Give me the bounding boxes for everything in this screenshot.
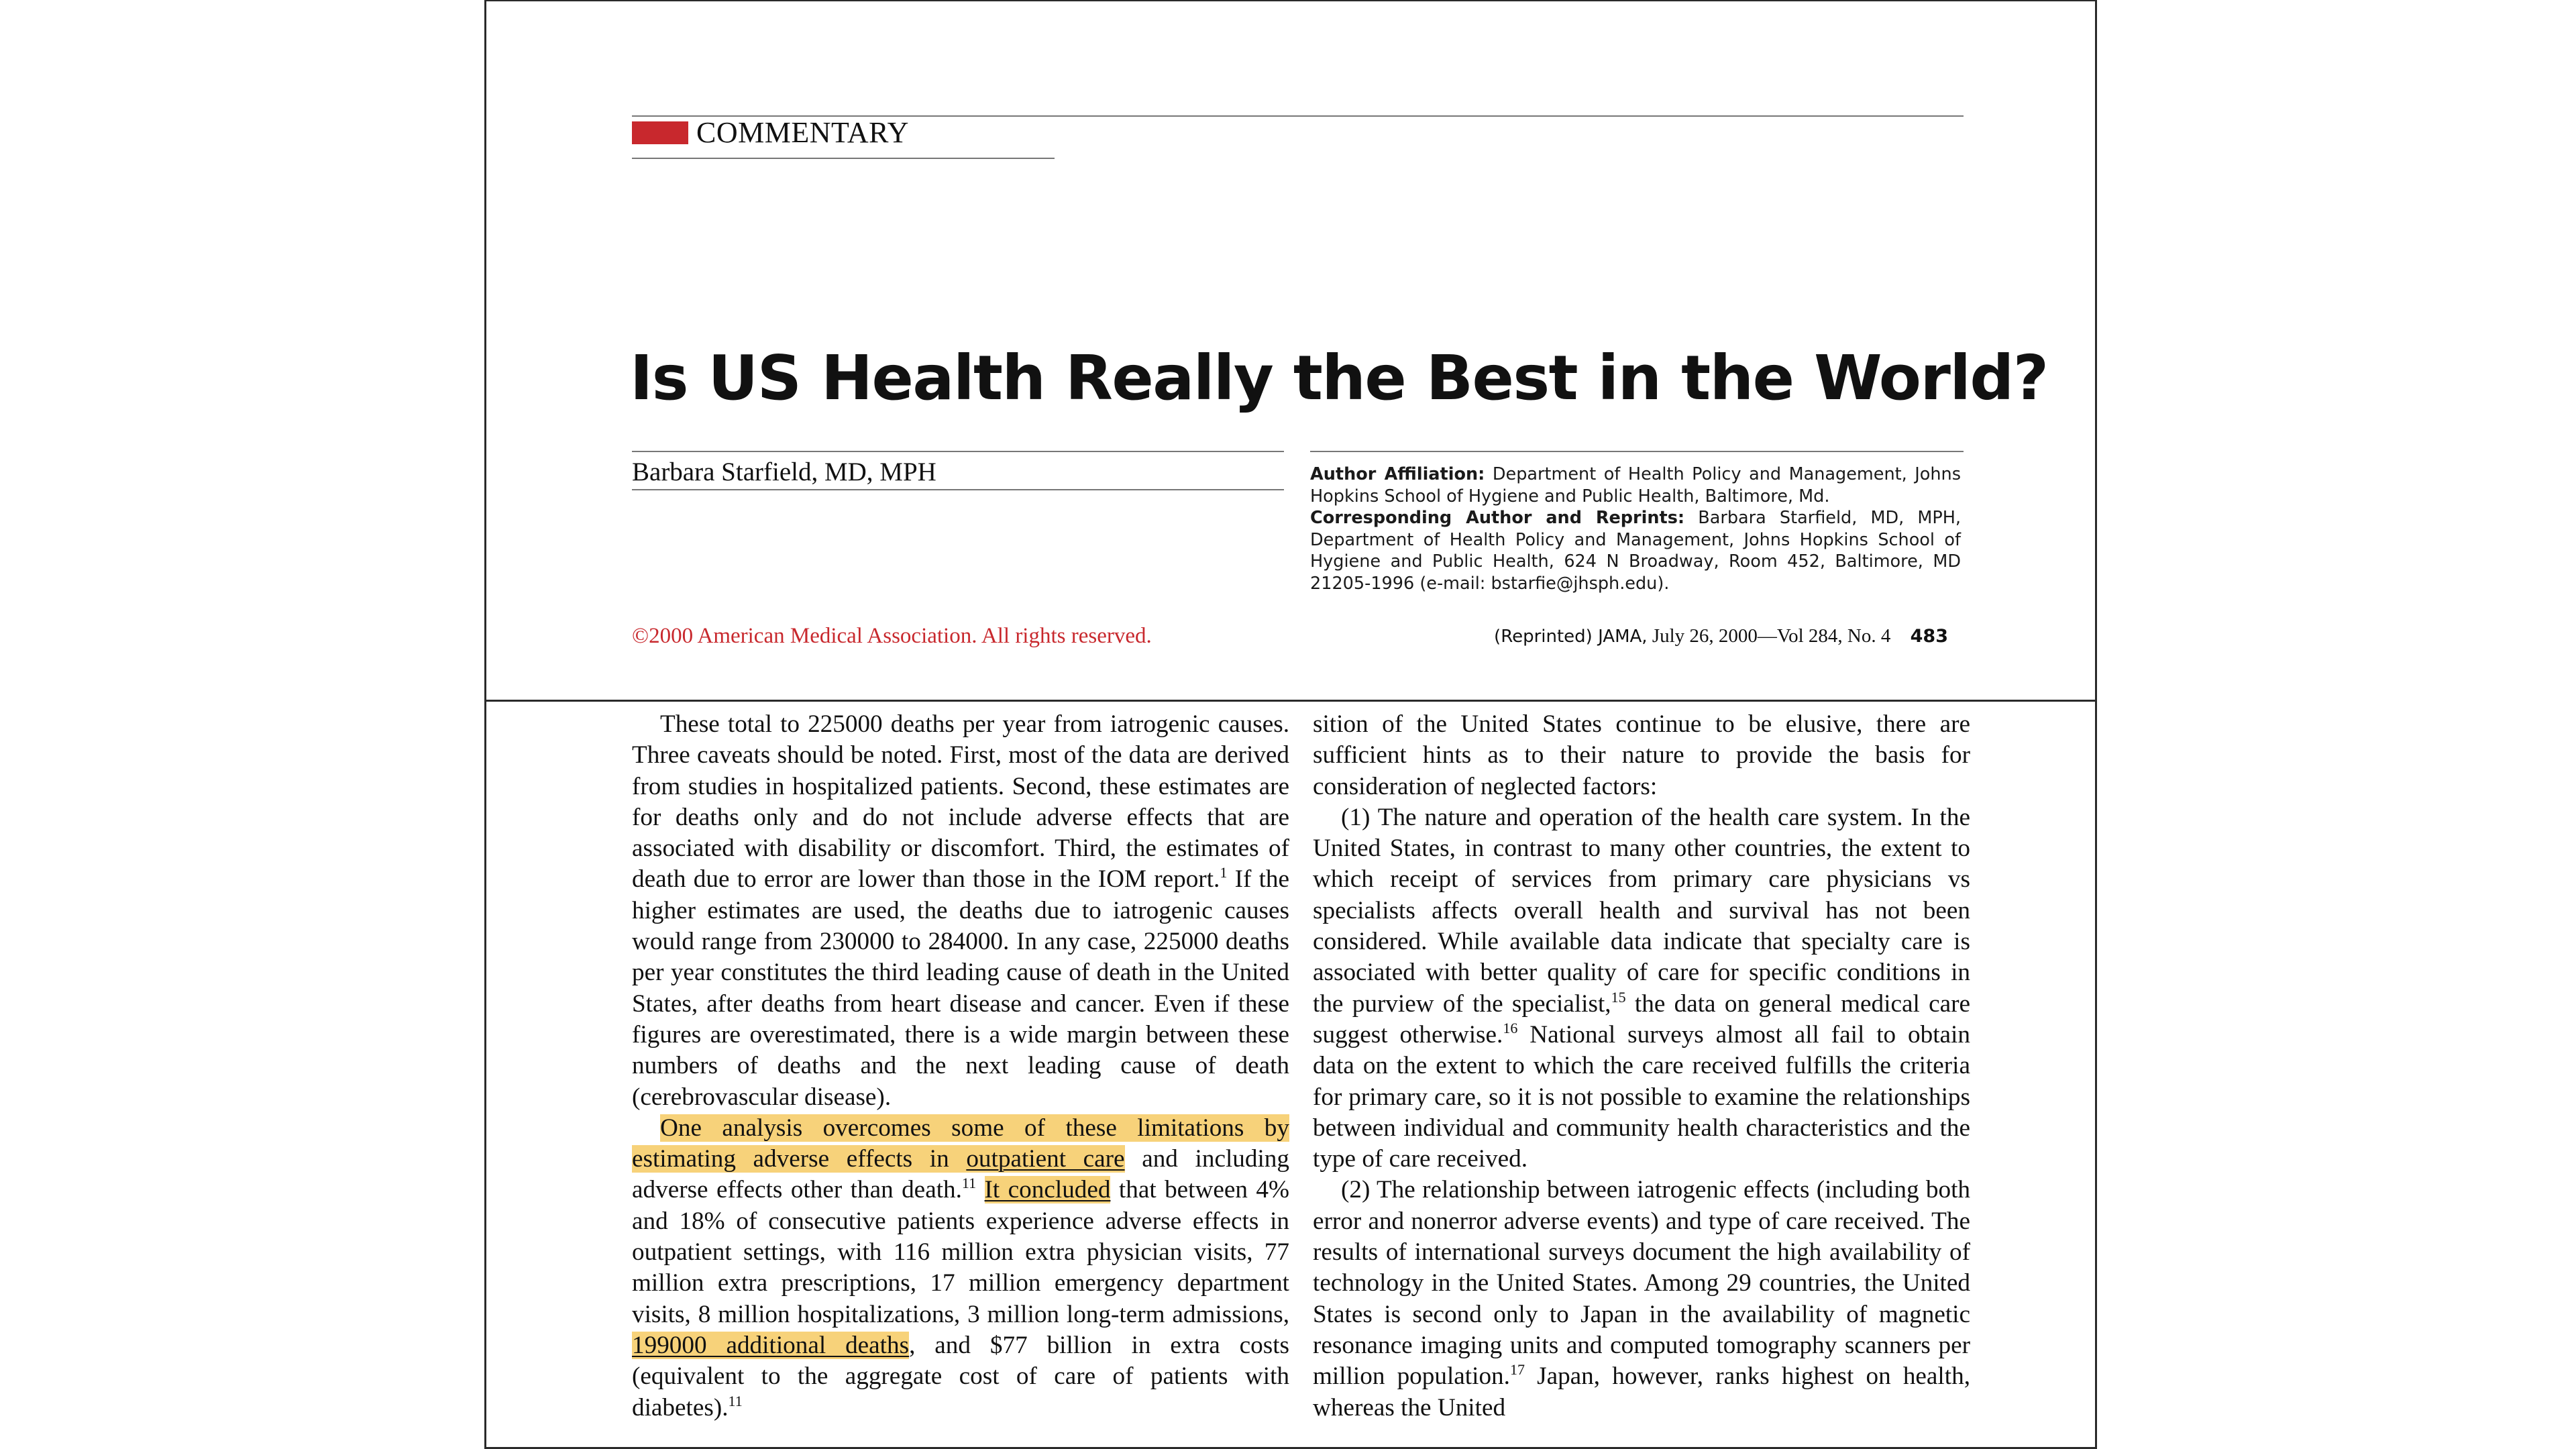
left-p1-text: These total to 225000 deaths per year from iatrogenic causes. Three caveats should be noted. First, most of the data are derived from studies in hospitalized patients. Second, these estimates are for deaths only and do not include adverse effects that are associated with disability or discomfort. Third, the estimates of death due to error are lower than those in the IOM report.: [632, 710, 1289, 894]
left-paragraph-1: [632, 709, 1289, 1113]
left-p1-cont: If the higher estimates are used, the deaths due to iatrogenic causes would range from 230000 to 284000. In any case, 225000 deaths per year constitutes the third leading cause of death in the United States, after deaths from heart disease and cancer. Even if these figures are overestimated, there is a wide margin between these numbers of deaths and the next leading cause of death (cerebrovascular disease).: [632, 865, 1289, 1111]
corresponding-lead: Corresponding Author and Reprints:: [1310, 508, 1685, 528]
corresponding-text: Barbara Starfield, MD, MPH, Department of Health Policy and Management, Johns Hopkins School of Hygiene and Public Health, 624 N Broadway, Room 452, Baltimore, MD 21205-1996 (e-mail: bstarfie@jhsph.edu).: [1310, 508, 1962, 594]
section-color-bar: [632, 121, 688, 144]
journal-citation: [1494, 625, 1948, 647]
highlighted-it-concluded[interactable]: It concluded: [984, 1176, 1111, 1204]
reference-17: 17: [1509, 1361, 1525, 1379]
right-paragraph-3: [1313, 1175, 1970, 1423]
citation-prefix: (Reprinted) JAMA,: [1494, 627, 1648, 647]
right-column: [1313, 709, 1970, 1424]
reference-16: 16: [1503, 1019, 1518, 1036]
highlight-1-text: One analysis overcomes some of these limitations by estimating adverse effects in: [632, 1114, 1289, 1173]
right-p2-b: the data on general medical care suggest otherwise.: [1313, 989, 1970, 1049]
author-top-rule: [632, 451, 1284, 452]
author-bottom-rule: [632, 489, 1284, 490]
affiliation-text: Department of Health Policy and Management, Johns Hopkins School of Hygiene and Public Health, Baltimore, Md.: [1310, 464, 1961, 506]
right-p3-b: Japan, however, ranks highest on health, whereas the United: [1313, 1362, 1970, 1421]
reference-1: 1: [1220, 864, 1228, 881]
article-title: Is US Health Really the Best in the World?: [630, 342, 2048, 414]
left-p2-a: and including adverse effects other than death.: [632, 1145, 1289, 1204]
right-p2-c: National surveys almost all fail to obtain data on the extent to which the care received fulfills the criteria for primary care, so it is not possible to examine the relationships between individual and community health characteristics and the type of care received.: [1313, 1020, 1970, 1173]
section-label-text: COMMENTARY: [696, 116, 909, 149]
journal-page: [484, 0, 2097, 1449]
section-underline: [632, 158, 1055, 159]
reference-11: 11: [961, 1175, 977, 1192]
citation-date: July 26, 2000—Vol 284, No. 4: [1652, 625, 1891, 647]
page-number: 483: [1910, 626, 1948, 647]
left-p2-b: that between 4% and 18% of consecutive patients experience adverse effects in outpatient settings, with 116 million extra physician visits, 77 million extra prescriptions, 17 million emergency department visits, 8 million hospitalizations, 3 million long-term admissions,: [632, 1176, 1289, 1328]
reference-11b: 11: [728, 1392, 743, 1409]
left-paragraph-2: [632, 1113, 1289, 1424]
right-p2-text: (1) The nature and operation of the health care system. In the United States, in contrast to many other countries, the extent to which receipt of services from primary care physicians vs specialists affects overall health and survival has not been considered. While available data indicate that specialty care is associated with better quality of care for specific conditions in the purview of the specialist,: [1313, 803, 1970, 1018]
author-affiliation: [1310, 464, 1961, 594]
right-p3-text: (2) The relationship between iatrogenic effects (including both error and nonerror adverse events) and type of care received. The results of international surveys document the high availability of technology in the United States. Among 29 countries, the United States is second only to Japan in the availability of magnetic resonance imaging units and computed tomography scanners per million population.: [1313, 1176, 1970, 1391]
section-label: [632, 115, 909, 150]
right-paragraph-1: sition of the United States continue to be elusive, there are sufficient hints as to their nature to provide the basis for consideration of neglected factors:: [1313, 710, 1970, 800]
highlighted-additional-deaths[interactable]: 199000 additional deaths: [632, 1331, 910, 1359]
left-p2-space: [976, 1176, 984, 1203]
affiliation-top-rule: [1310, 451, 1964, 452]
left-p2-c: , and $77 billion in extra costs (equivalent to the aggregate cost of care of patients with diabetes).: [632, 1331, 1289, 1421]
left-column: [632, 709, 1289, 1424]
right-paragraph-2: [1313, 802, 1970, 1175]
underlined-outpatient-care: outpatient care: [966, 1145, 1125, 1173]
copyright-notice: ©2000 American Medical Association. All rights reserved.: [632, 624, 1152, 648]
author-name: Barbara Starfield, MD, MPH: [632, 458, 936, 486]
affiliation-lead: Author Affiliation:: [1310, 464, 1485, 484]
article-header: [486, 1, 2095, 702]
reference-15: 15: [1611, 988, 1626, 1006]
